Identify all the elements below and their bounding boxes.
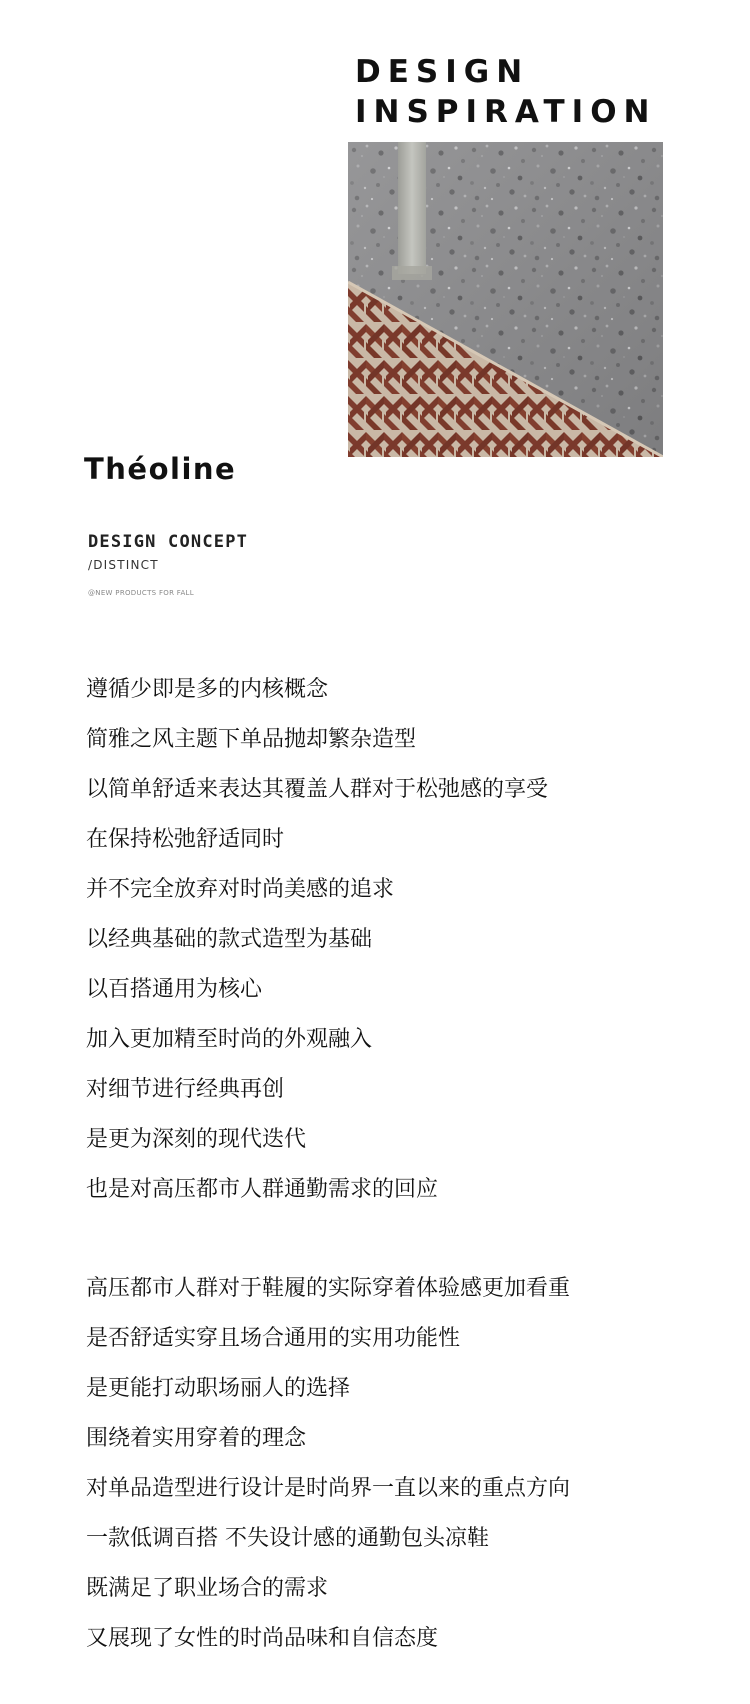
design-concept-subtitle: /DISTINCT — [88, 558, 159, 572]
heading-line-1: DESIGN — [355, 54, 530, 90]
text-line: 简雅之风主题下单品抛却繁杂造型 — [86, 727, 417, 752]
text-line: 以百搭通用为核心 — [86, 977, 263, 1002]
text-line: 既满足了职业场合的需求 — [86, 1576, 329, 1601]
text-line: 是否舒适实穿且场合通用的实用功能性 — [86, 1326, 461, 1351]
design-inspiration-heading — [355, 52, 657, 132]
text-line: 在保持松弛舒适同时 — [86, 827, 285, 852]
body-paragraph-2 — [86, 1264, 570, 1664]
text-line: 遵循少即是多的内核概念 — [86, 677, 329, 702]
text-line: 是更能打动职场丽人的选择 — [86, 1376, 351, 1401]
text-line: 并不完全放弃对时尚美感的追求 — [86, 877, 395, 902]
design-concept-title: DESIGN CONCEPT — [88, 532, 249, 552]
text-line: 加入更加精至时尚的外观融入 — [86, 1027, 373, 1052]
text-line: 以经典基础的款式造型为基础 — [86, 927, 373, 952]
inspiration-photo — [348, 142, 663, 457]
heading-line-2: INSPIRATION — [355, 94, 657, 130]
text-line: 又展现了女性的时尚品味和自信态度 — [86, 1626, 439, 1651]
text-line: 高压都市人群对于鞋履的实际穿着体验感更加看重 — [86, 1276, 571, 1301]
text-line: 对单品造型进行设计是时尚界一直以来的重点方向 — [86, 1476, 571, 1501]
design-concept-tagline: @NEW PRODUCTS FOR FALL — [88, 589, 194, 597]
text-line: 一款低调百搭 不失设计感的通勤包头凉鞋 — [86, 1526, 489, 1551]
brand-name: Théoline — [84, 452, 237, 486]
text-line: 是更为深刻的现代迭代 — [86, 1127, 307, 1152]
text-line: 也是对高压都市人群通勤需求的回应 — [86, 1177, 439, 1202]
text-line: 围绕着实用穿着的理念 — [86, 1426, 307, 1451]
text-line: 以简单舒适来表达其覆盖人群对于松弛感的享受 — [86, 777, 549, 802]
body-paragraph-1 — [86, 665, 548, 1215]
text-line: 对细节进行经典再创 — [86, 1077, 285, 1102]
